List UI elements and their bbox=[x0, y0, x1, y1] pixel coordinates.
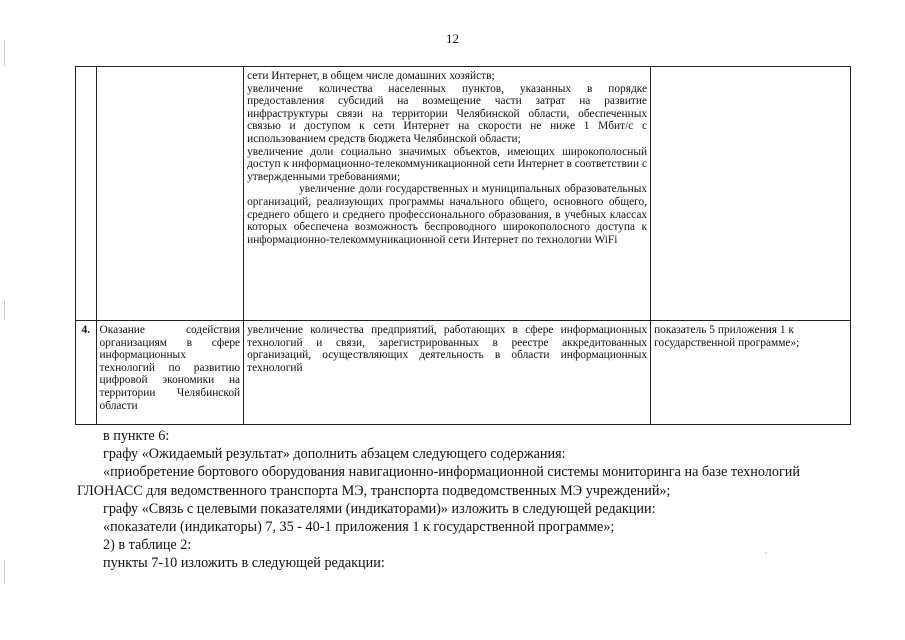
text-line: в пункте 6: bbox=[103, 428, 170, 444]
result-paragraph: увеличение доли государственных и муниципальных образовательных организаций, реализующих программы начального общего, основного общего, среднего общего и среднего профессионального образования, в учебных классах которых обеспечена возможность беспроводного широкополосного доступа к информационно-телекоммуникационной сети Интернет по технологии WiFi bbox=[247, 183, 648, 246]
page-number: 12 bbox=[446, 31, 459, 46]
program-activities-table bbox=[75, 66, 851, 425]
result-paragraph: увеличение количества населенных пунктов, указанных в порядке предоставления субсидий на возмещение части затрат на развитие инфраструктуры связи на территории Челябинской области, обеспеченных связью и доступом к сети Интернет на скорости не ниже 1 Мбит/с с использованием средств бюджета Челябинской области; bbox=[247, 82, 648, 145]
activity-name-cell bbox=[96, 67, 244, 321]
text-line: графу «Ожидаемый результат» дополнить абзацем следующего содержания: bbox=[103, 446, 566, 463]
activity-name-cell: Оказание содействия организациям в сфере информационных технологий по развитию цифровой экономики на территории Челябинской области bbox=[96, 321, 244, 425]
result-paragraph: сети Интернет, в общем числе домашних хозяйств; bbox=[247, 70, 495, 82]
result-paragraph: увеличение доли социально значимых объектов, имеющих широкополосный доступ к информационно-телекоммуникационной сети Интернет в соответствии с утвержденными требованиями; bbox=[247, 145, 648, 183]
table-row bbox=[76, 67, 851, 321]
text-line: 2) в таблице 2: bbox=[103, 537, 192, 554]
text-line: ГЛОНАСС для ведомственного транспорта МЭ, транспорта подведомственных МЭ учреждений»; bbox=[77, 482, 671, 499]
text-line: «приобретение бортового оборудования навигационно-информационной системы мониторинга на базе технологий bbox=[103, 464, 800, 481]
scan-speck bbox=[765, 552, 767, 553]
text-line: «показатели (индикаторы) 7, 35 - 40-1 приложения 1 к государственной программе»; bbox=[103, 519, 615, 536]
table-row bbox=[76, 321, 851, 425]
expected-result-cell: увеличение количества предприятий, работающих в сфере информационных технологий и связи, зарегистрированных в реестре аккредитованных организаций, осуществляющих деятельность в области информационных технологий bbox=[244, 321, 651, 425]
expected-result-cell bbox=[244, 67, 651, 321]
text-line: пункты 7-10 изложить в следующей редакции: bbox=[103, 555, 385, 572]
row-number-cell bbox=[76, 67, 97, 321]
text-line: графу «Связь с целевыми показателями (индикаторами)» изложить в следующей редакции: bbox=[103, 500, 656, 517]
indicator-link-cell bbox=[651, 67, 851, 321]
scan-margin-mark bbox=[4, 560, 5, 584]
scan-margin-mark bbox=[4, 40, 5, 66]
amendment-text bbox=[77, 427, 853, 573]
scan-margin-mark bbox=[4, 300, 5, 320]
indicator-link-cell: показатель 5 приложения 1 к государственной программе»; bbox=[651, 321, 851, 425]
row-number-cell: 4. bbox=[76, 321, 97, 425]
